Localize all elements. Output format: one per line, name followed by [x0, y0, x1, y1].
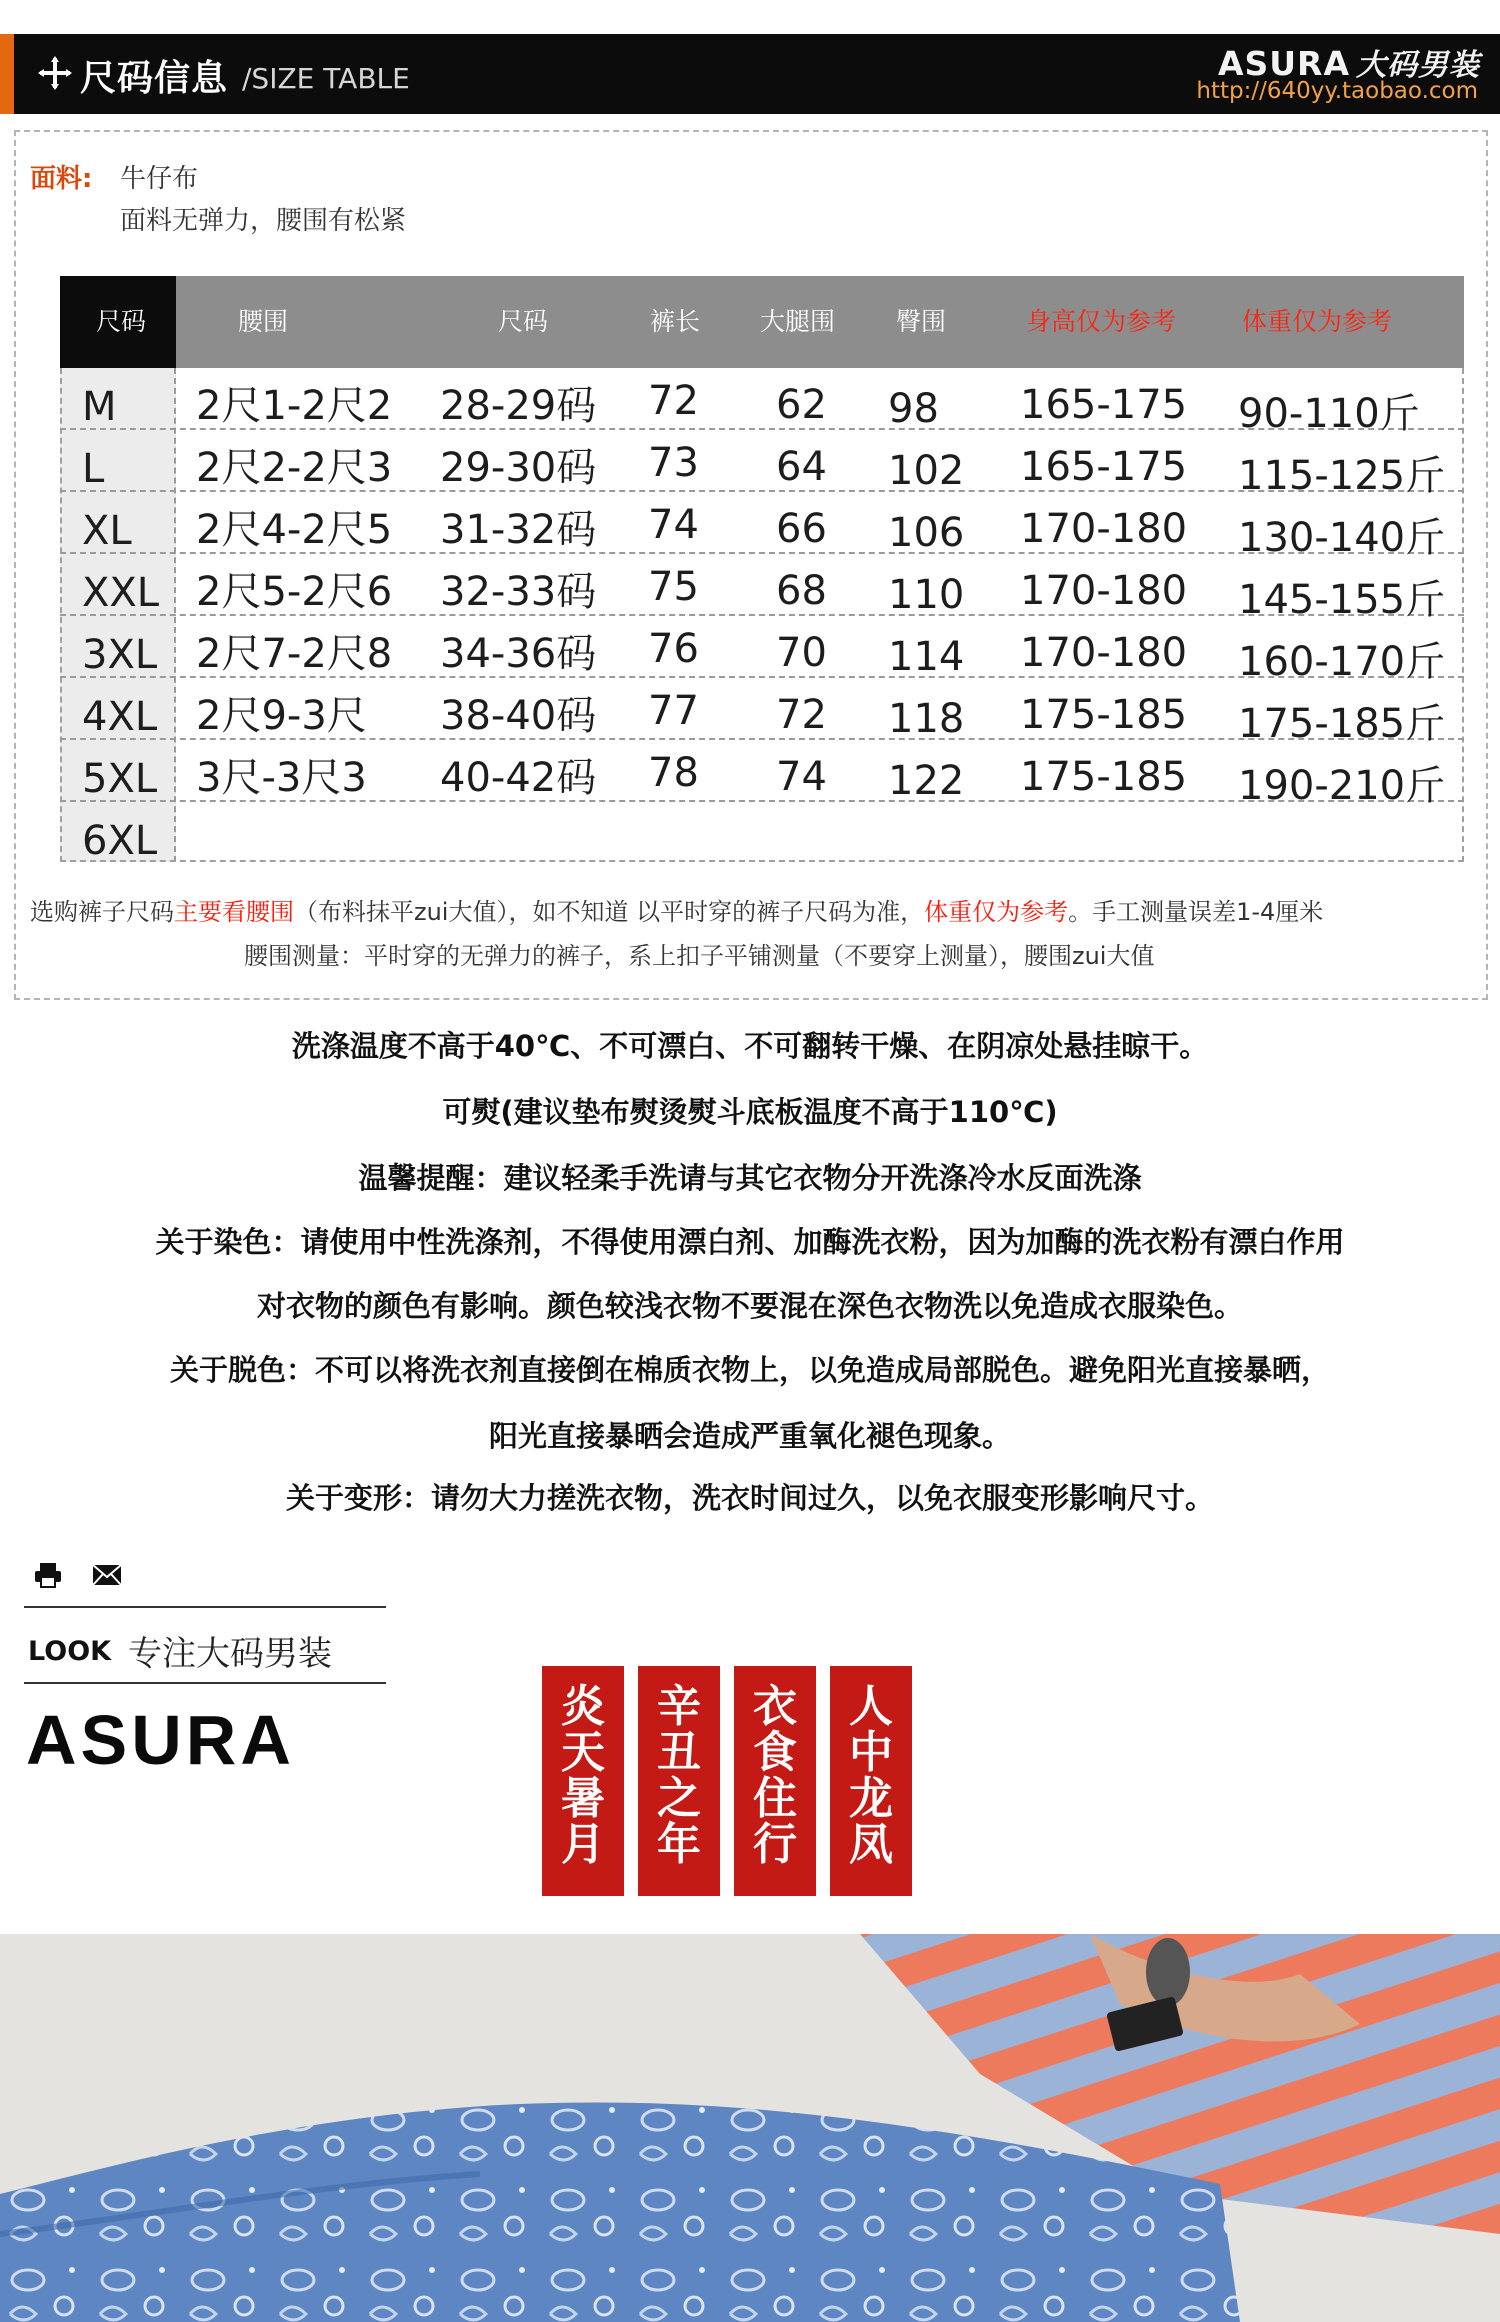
cell-weight: 90-110斤 — [1238, 391, 1420, 437]
cell-hip: 118 — [888, 696, 965, 742]
th-thigh: 大腿围 — [760, 307, 836, 336]
cell-waist: 2尺9-3尺 — [196, 693, 367, 739]
fabric-note: 面料无弹力，腰围有松紧 — [120, 206, 407, 236]
cell-size: 5XL — [82, 756, 158, 802]
cell-waist: 2尺1-2尺2 — [196, 383, 393, 429]
cell-weight: 130-140斤 — [1238, 515, 1446, 561]
th-pants-size: 尺码 — [498, 307, 549, 336]
cell-length: 76 — [648, 626, 699, 672]
care-line: 对衣物的颜色有影响。颜色较浅衣物不要混在深色衣物洗以免造成衣服染色。 — [256, 1289, 1243, 1323]
care-line: 温馨提醒：建议轻柔手洗请与其它衣物分开洗涤冷水反面洗涤 — [358, 1161, 1142, 1195]
mail-icon[interactable] — [92, 1564, 122, 1586]
section-subtitle: /SIZE TABLE — [242, 62, 410, 95]
cell-weight: 190-210斤 — [1238, 763, 1446, 809]
section-title: 尺码信息 — [80, 58, 229, 99]
seal-text: 炎天暑月 — [561, 1681, 605, 1870]
care-line: 洗涤温度不高于40℃、不可漂白、不可翻转干燥、在阴凉处悬挂晾干。 — [291, 1029, 1209, 1063]
cell-waist: 2尺4-2尺5 — [196, 507, 393, 553]
cell-size: 3XL — [82, 632, 158, 678]
tip-text: 。手工测量误差1-4厘米 — [1068, 898, 1324, 926]
care-line: 阳光直接暴晒会造成严重氧化褪色现象。 — [488, 1419, 1011, 1453]
cell-hip: 122 — [888, 758, 965, 804]
look-label: LOOK — [28, 1636, 112, 1667]
cell-thigh: 64 — [776, 444, 827, 490]
brand-name: ASURA — [1217, 44, 1350, 83]
th-height: 身高仅为参考 — [1026, 307, 1177, 336]
cell-height: 175-185 — [1020, 754, 1188, 800]
cell-hip: 98 — [888, 386, 939, 432]
red-seal — [734, 1666, 816, 1896]
cell-height: 165-175 — [1020, 444, 1188, 490]
brand-tagline: 专注大码男装 — [128, 1634, 332, 1674]
cell-length: 73 — [648, 440, 699, 486]
brand-logo-text: ASURA — [26, 1701, 295, 1779]
care-line: 关于变形：请勿大力搓洗衣物，洗衣时间过久，以免衣服变形影响尺寸。 — [285, 1481, 1214, 1515]
table-row — [60, 368, 1464, 437]
tip-highlight-waist: 主要看腰围 — [174, 898, 294, 926]
cell-height: 175-185 — [1020, 692, 1188, 738]
cell-weight: 175-185斤 — [1238, 701, 1446, 747]
cell-pants-size: 31-32码 — [440, 507, 597, 553]
care-line: 关于染色：请使用中性洗涤剂，不得使用漂白剂、加酶洗衣粉，因为加酶的洗衣粉有漂白作用 — [155, 1225, 1345, 1259]
cell-pants-size: 28-29码 — [440, 383, 597, 429]
th-waist: 腰围 — [238, 307, 289, 336]
cross-ornament-icon — [38, 56, 72, 90]
cell-waist: 2尺5-2尺6 — [196, 569, 393, 615]
cell-waist: 3尺-3尺3 — [196, 755, 367, 801]
cell-hip: 106 — [888, 510, 965, 556]
cell-size: XXL — [82, 570, 160, 616]
tip-text: （布料抹平zui大值），如不知道 以平时穿的裤子尺码为准， — [294, 898, 925, 926]
th-weight: 体重仅为参考 — [1242, 307, 1393, 336]
size-tip-line-1 — [30, 892, 1323, 927]
cell-thigh: 74 — [776, 754, 827, 800]
red-seal — [638, 1666, 720, 1896]
cell-size: 6XL — [82, 818, 158, 864]
cell-length: 74 — [648, 502, 699, 548]
red-seal — [830, 1666, 912, 1896]
table-row — [60, 430, 1464, 499]
cell-hip: 110 — [888, 572, 965, 618]
cell-thigh: 66 — [776, 506, 827, 552]
brand-cn: 大码男装 — [1356, 48, 1480, 83]
table-row — [60, 740, 1464, 809]
cell-pants-size: 29-30码 — [440, 445, 597, 491]
th-hip: 臀围 — [896, 307, 947, 336]
divider — [24, 1606, 386, 1608]
cell-length: 75 — [648, 564, 699, 610]
tip-highlight-weight: 体重仅为参考 — [924, 898, 1069, 926]
seal-text: 辛丑之年 — [657, 1681, 701, 1870]
cell-pants-size: 40-42码 — [440, 755, 597, 801]
cell-waist: 2尺7-2尺8 — [196, 631, 393, 677]
divider — [24, 1682, 386, 1684]
cell-size: M — [82, 384, 117, 430]
seal-text: 衣食住行 — [753, 1681, 797, 1870]
table-row — [60, 554, 1464, 623]
th-size: 尺码 — [96, 307, 147, 336]
cell-thigh: 62 — [776, 382, 827, 428]
fabric-value: 牛仔布 — [120, 164, 199, 194]
cell-size: 4XL — [82, 694, 158, 740]
cell-pants-size: 34-36码 — [440, 631, 597, 677]
header-bar — [0, 34, 1500, 114]
cell-height: 165-175 — [1020, 382, 1188, 428]
cell-length: 78 — [648, 750, 699, 796]
table-header — [60, 276, 1464, 368]
tip-text: 选购裤子尺码 — [30, 898, 174, 926]
cell-weight: 115-125斤 — [1238, 453, 1446, 499]
fabric-label: 面料: — [30, 164, 93, 194]
cell-size: L — [82, 446, 105, 492]
cell-thigh: 70 — [776, 630, 827, 676]
product-photo — [0, 1934, 1500, 2322]
store-url-link[interactable]: http://640yy.taobao.com — [1196, 78, 1478, 104]
cell-height: 170-180 — [1020, 630, 1188, 676]
cell-pants-size: 32-33码 — [440, 569, 597, 615]
cell-hip: 114 — [888, 634, 965, 680]
cell-length: 77 — [648, 688, 699, 734]
th-length: 裤长 — [650, 307, 701, 336]
care-line: 可熨(建议垫布熨烫熨斗底板温度不高于110℃) — [442, 1095, 1058, 1129]
cell-thigh: 72 — [776, 692, 827, 738]
cell-thigh: 68 — [776, 568, 827, 614]
red-seal — [542, 1666, 624, 1896]
size-tip-line-2: 腰围测量：平时穿的无弹力的裤子，系上扣子平铺测量（不要穿上测量），腰围zui大值 — [244, 942, 1155, 970]
header-accent — [0, 34, 14, 114]
cell-pants-size: 38-40码 — [440, 693, 597, 739]
table-row — [60, 802, 1464, 864]
cell-height: 170-180 — [1020, 568, 1188, 614]
seal-text: 人中龙凤 — [849, 1681, 893, 1870]
care-line: 关于脱色：不可以将洗衣剂直接倒在棉质衣物上，以免造成局部脱色。避免阳光直接暴晒， — [169, 1353, 1330, 1387]
cell-height: 170-180 — [1020, 506, 1188, 552]
table-row — [60, 492, 1464, 561]
cell-waist: 2尺2-2尺3 — [196, 445, 393, 491]
cell-length: 72 — [648, 378, 699, 424]
print-icon[interactable] — [34, 1562, 62, 1588]
cell-weight: 160-170斤 — [1238, 639, 1446, 685]
table-row — [60, 678, 1464, 747]
cell-weight: 145-155斤 — [1238, 577, 1446, 623]
cell-size: XL — [82, 508, 132, 554]
cell-hip: 102 — [888, 448, 965, 494]
size-table — [60, 276, 1464, 862]
table-row — [60, 616, 1464, 685]
